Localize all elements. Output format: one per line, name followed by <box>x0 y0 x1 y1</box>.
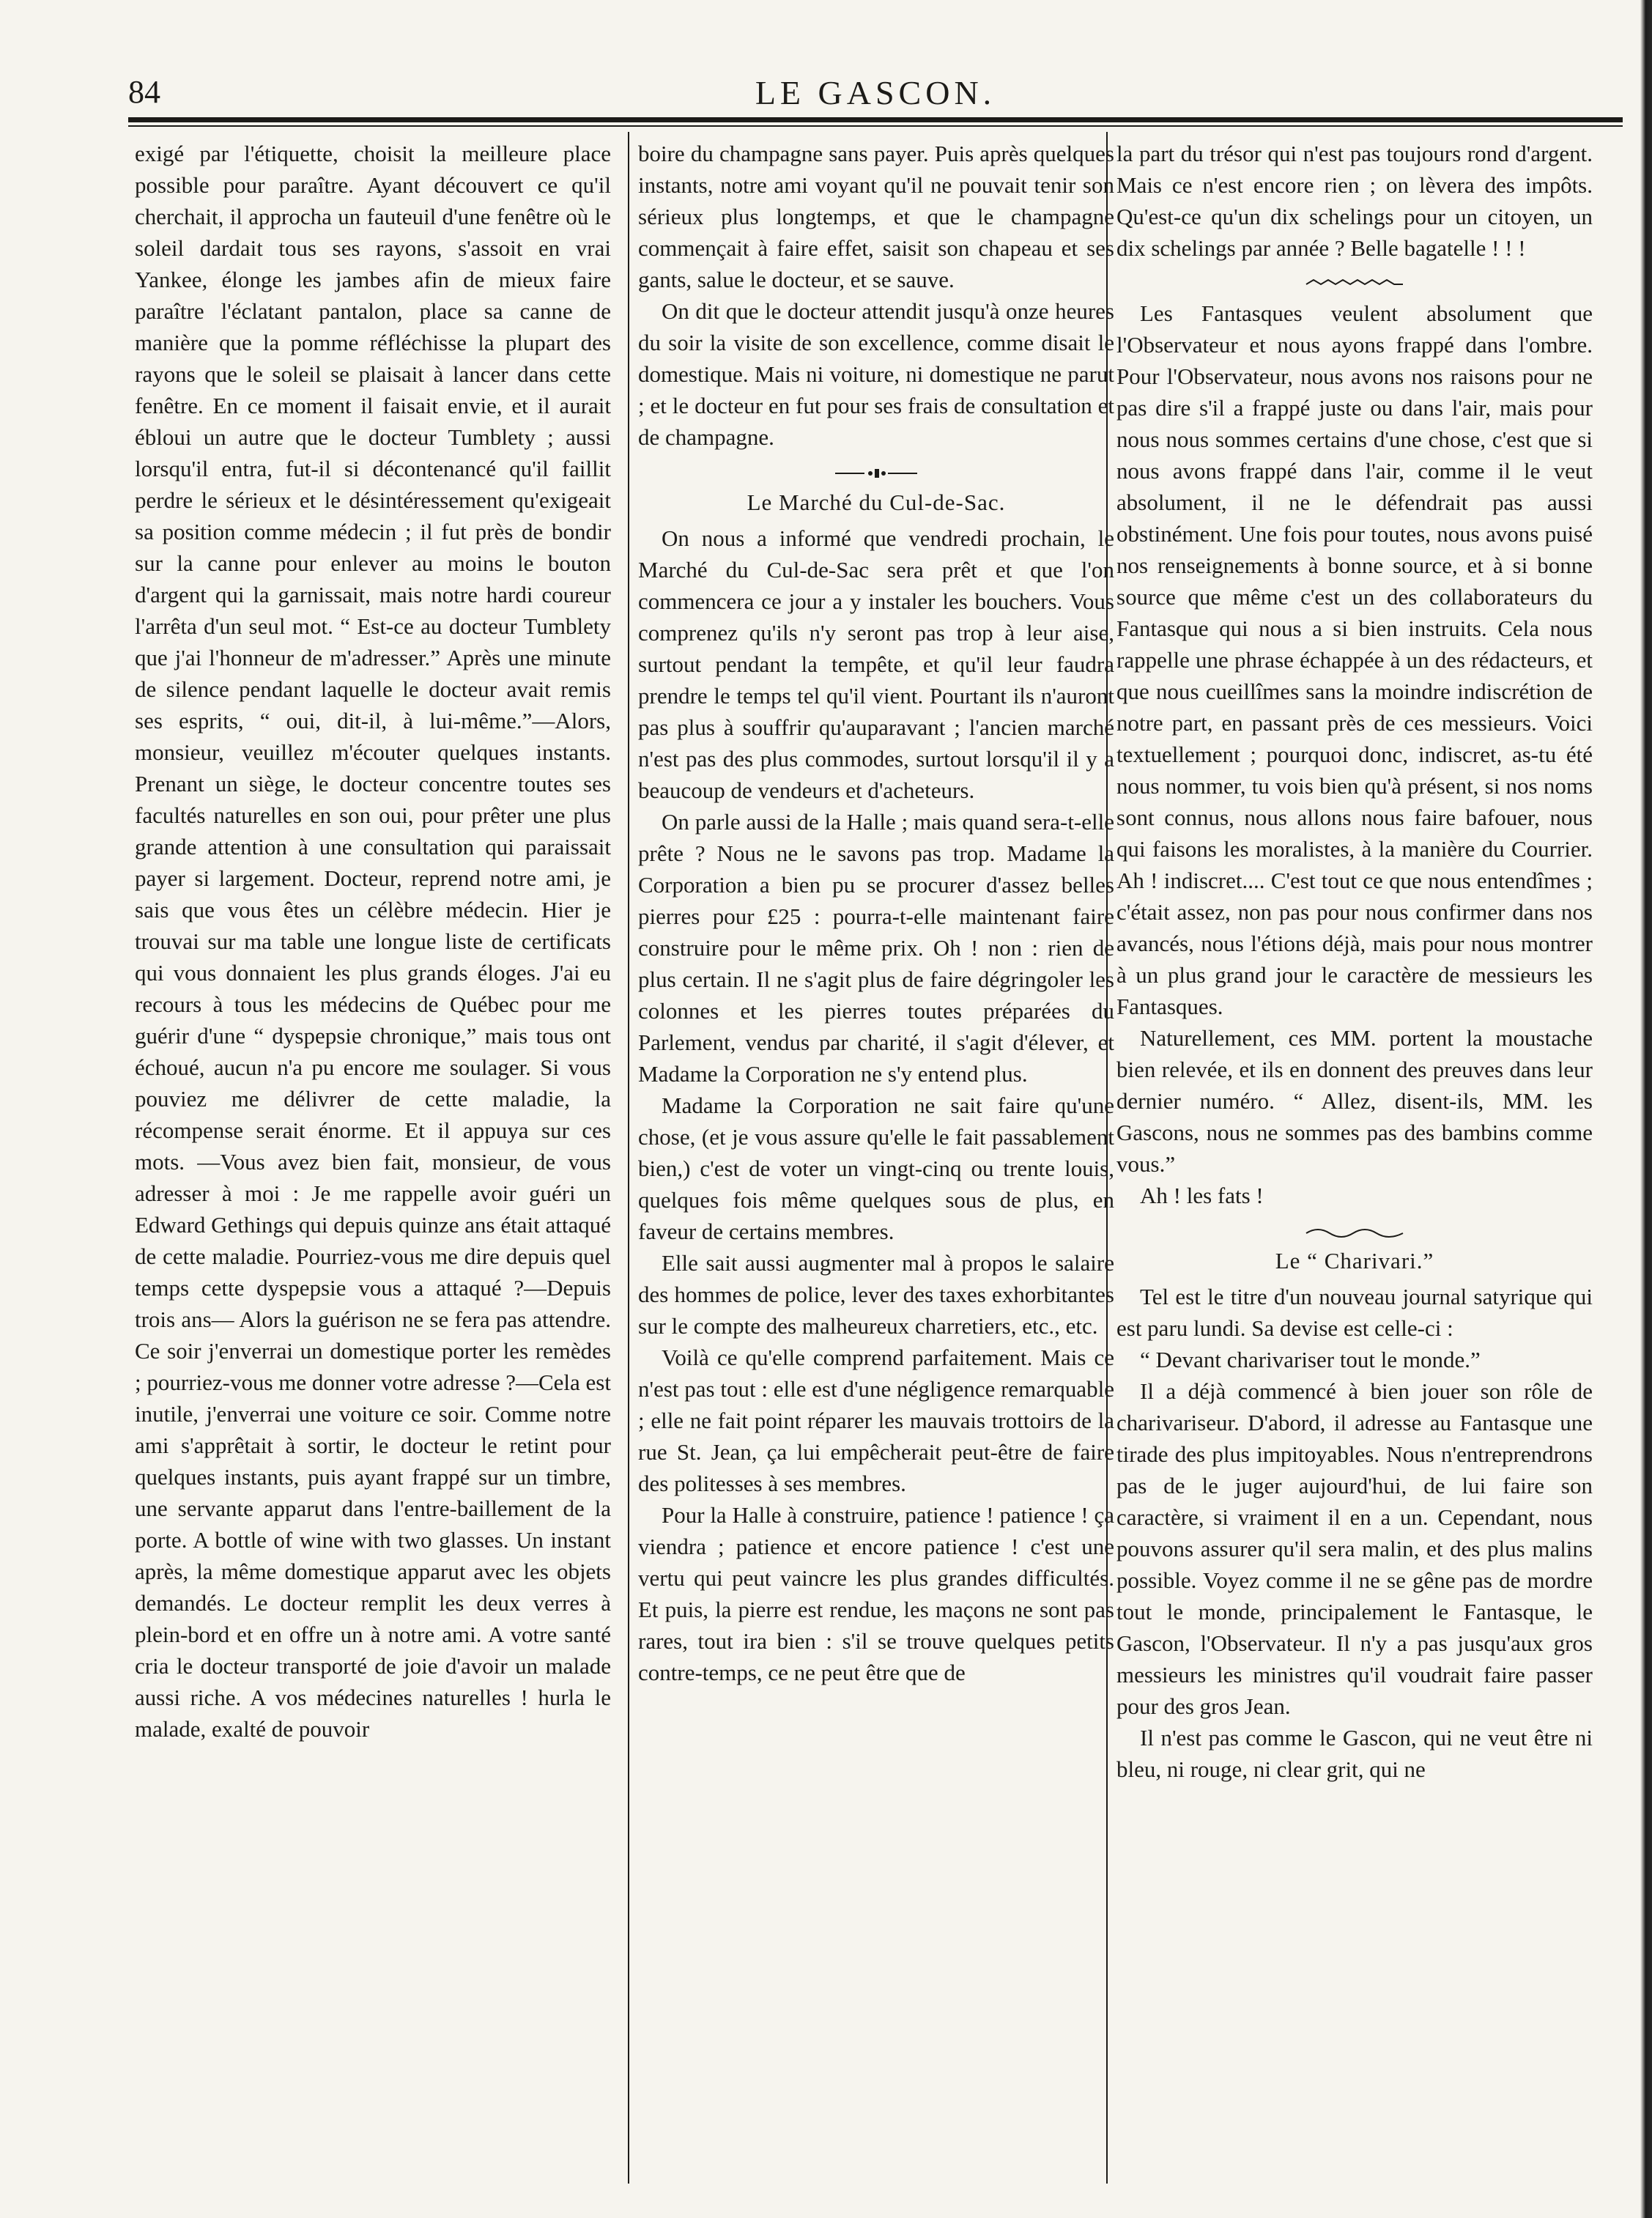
page-header <box>128 67 1623 111</box>
page-edge-shadow <box>1640 0 1652 2218</box>
paragraph: Naturellement, ces MM. portent la moustache bien relevée, et ils en donnent des preuves dans leur dernier numéro. “ Allez, disent-ils, MM. les Gascons, nous ne sommes pas des bambins comme vous.” <box>1116 1025 1593 1177</box>
paragraph: Pour la Halle à construire, patience ! patience ! ça viendra ; patience et encore patience ! c'est une vertu qui peut vaincre les plus grandes difficultés. Et puis, la pierre est rendue, les maçons ne sont pas rares, tout ira bien : s'il se trouve quelques petits contre-temps, ce ne peut être que de <box>638 1502 1114 1685</box>
paragraph: la part du trésor qui n'est pas toujours rond d'argent. Mais ce n'est encore rien ; on lèvera des impôts. Qu'est-ce qu'un dix schelings pour un citoyen, un dix schelings par année ? Belle bagatelle ! ! ! <box>1116 141 1593 261</box>
column-3 <box>1116 138 1593 1785</box>
section-ornament <box>1116 1217 1593 1239</box>
paragraph: Elle sait aussi augmenter mal à propos le salaire des hommes de police, lever des taxes exhorbitantes sur le compte des malheureux charretiers, etc., etc. <box>638 1250 1114 1339</box>
paragraph: On dit que le docteur attendit jusqu'à onze heures du soir la visite de son excellence, comme disait le domestique. Mais ni voiture, ni domestique ne parut ; et le docteur en fut pour ses frais de consultation et de champagne. <box>638 298 1114 450</box>
paragraph: Les Fantasques veulent absolument que l'Observateur et nous ayons frappé dans l'ombre. Pour l'Observateur, nous avons nos raisons pour ne pas dire s'il a frappé juste ou dans l'air, mais pour nous nous sommes certains d'une chose, c'est que si nous avons frappé dans l'air, comme il le veut absolument, il ne le défendrait pas aussi obstinément. Une fois pour toutes, nous avons puisé nos renseignements à bonne source, et à si bonne source que même c'est un des collaborateurs du Fantasque qui nous a si bien instruits. Cela nous rappelle une phrase échappée à un des rédacteurs, et que nous cueillîmes sans la moindre indiscrétion de notre part, en passant près de ces messieurs. Voici textuellement ; pourquoi donc, indiscret, as-tu été nous nommer, tu vois bien qu'à présent, si nos noms sont connus, nous allons nous faire bafouer, nous qui faisons les moralistes, à la manière du Courrier. Ah ! indiscret.... C'est tout ce que nous entendîmes ; c'était assez, non pas pour nous confirmer dans nos avancés, nous l'étions déjà, mais pour nous montrer à un plus grand jour le caractère de messieurs les Fantasques. <box>1116 300 1593 1019</box>
paragraph: Il n'est pas comme le Gascon, qui ne veut être ni bleu, ni rouge, ni clear grit, qui ne <box>1116 1725 1593 1782</box>
paragraph: Ah ! les fats ! <box>1140 1183 1264 1208</box>
paragraph: boire du champagne sans payer. Puis après quelques instants, notre ami voyant qu'il ne pouvait tenir son sérieux plus longtemps, et que le champagne commençait à faire effet, saisit son chapeau et ses gants, salue le docteur, et se sauve. <box>638 141 1114 292</box>
paragraph: Madame la Corporation ne sait faire qu'une chose, (et je vous assure qu'elle le fait passablement bien,) c'est de voter un vingt-cinq ou trente louis, quelques fois même quelques sous de plus, en faveur de certains membres. <box>638 1093 1114 1244</box>
header-rule-thick <box>128 117 1623 122</box>
masthead-title: LE GASCON. <box>755 74 996 111</box>
header-rule-thin <box>128 125 1623 127</box>
column-2 <box>638 138 1114 1688</box>
section-heading: Le “ Charivari.” <box>1275 1248 1434 1273</box>
section-ornament <box>638 459 1114 481</box>
paragraph: Voilà ce qu'elle comprend parfaitement. Mais ce n'est pas tout : elle est d'une négligence remarquable ; elle ne fait point réparer les mauvais trottoirs de la rue St. Jean, ça lui empêcherait peut-être de faire des politesses à ses membres. <box>638 1345 1114 1496</box>
column-1 <box>135 138 611 1745</box>
section-ornament <box>1116 270 1593 292</box>
paragraph: On parle aussi de la Halle ; mais quand sera-t-elle prête ? Nous ne le savons pas trop. Madame la Corporation a bien pu se procurer d'assez belles pierres pour £25 : pourra-t-elle maintenant faire construire pour le même prix. Oh ! non : rien de plus certain. Il ne s'agit plus de faire dégringoler les colonnes et les pierres toutes préparées du Parlement, vendus par charité, il s'agit d'élever, et Madame la Corporation ne s'y entend plus. <box>638 809 1114 1087</box>
paragraph: Tel est le titre d'un nouveau journal satyrique qui est paru lundi. Sa devise est celle-ci : <box>1116 1284 1593 1341</box>
paragraph: “ Devant charivariser tout le monde.” <box>1140 1347 1481 1372</box>
paragraph: exigé par l'étiquette, choisit la meilleure place possible pour paraître. Ayant découvert ce qu'il cherchait, il approcha un fauteuil d'une fenêtre où le soleil dardait tous ses rayons, s'assoit en vrai Yankee, élonge les jambes afin de mieux faire paraître l'éclatant pantalon, place sa canne de manière que la pomme réfléchisse la plupart des rayons que le soleil se plaisait à lancer dans cette fenêtre. En ce moment il faisait envie, et il aurait ébloui un autre que le docteur Tumblety ; aussi lorsqu'il entra, fut-il si décontenancé qu'il faillit perdre le sérieux et le désintéressement qu'exigeait sa position comme médecin ; il fut près de bondir sur la canne pour enlever au moins le bouton d'argent qui la garnissait, mais notre hardi coureur l'arrêta d'un seul mot. “ Est-ce au docteur Tumblety que j'ai l'honneur de m'adresser.” Après une minute de silence pendant laquelle le docteur avait remis ses esprits, “ oui, dit-il, à lui-même.”—Alors, monsieur, veuillez m'écouter quelques instants. Prenant un siège, le docteur concentre toutes ses facultés naturelles en son oui, pour prêter une plus grande attention à une consultation qui paraissait payer si largement. Docteur, reprend notre ami, je sais que vous êtes un célèbre médecin. Hier je trouvai sur ma table une longue liste de certificats qui vous donnaient les plus grands éloges. J'ai eu recours à tous les médecins de Québec pour me guérir d'une “ dyspepsie chronique,” mais tous ont échoué, aucun n'a pu encore me soulager. Si vous pouviez me délivrer de cette maladie, la récompense serait énorme. Et il appuya sur ces mots. —Vous avez bien fait, monsieur, de vous adresser à moi : Je me rappelle avoir guéri un Edward Gethings qui depuis quinze ans était attaqué de cette maladie. Pourriez-vous me dire depuis quel temps cette dyspepsie vous a attaqué ?—Depuis trois ans— Alors la guérison ne se fera pas attendre. Ce soir j'enverrai un domestique porter les remèdes ; pourriez-vous me donner votre adresse ?—Cela est inutile, j'enverrai une voiture ce soir. Comme notre ami s'apprêtait à sortir, le docteur le retint pour quelques instants, puis ayant frappé sur un timbre, une servante apparut dans l'entre-baillement de la porte. A bottle of wine with two glasses. Un instant après, la même domestique apparut avec les objets demandés. Le docteur remplit les deux verres à plein-bord et en offre un à notre ami. A votre santé cria le docteur transporté de joie d'avoir un malade aussi riche. A vos médecines naturelles ! hurla le malade, exalté de pouvoir <box>135 141 611 1742</box>
column-divider-1 <box>628 132 629 2184</box>
page-number: 84 <box>128 74 160 110</box>
paragraph: On nous a informé que vendredi prochain, le Marché du Cul-de-Sac sera prêt et que l'on commencera ce jour a y instaler les bouchers. Vous comprenez qu'ils n'y seront pas trop à leur aise, surtout pendant la tempête, et qu'il leur faudra prendre le temps tel qu'il vient. Pourtant ils n'auront pas plus à souffrir qu'auparavant ; l'ancien marché n'est pas des plus commodes, surtout lorsqu'il il y a beaucoup de vendeurs et d'acheteurs. <box>638 525 1114 803</box>
paragraph: Il a déjà commencé à bien jouer son rôle de charivariseur. D'abord, il adresse au Fantasque une tirade des plus impitoyables. Nous n'entreprendrons pas de le juger aujourd'hui, de lui faire son caractère, si vraiment il en a un. Cependant, nous pouvons assurer qu'il sera malin, et des plus malins possible. Voyez comme il ne se gêne pas de mordre tout le monde, principalement le Fantasque, le Gascon, l'Observateur. Il n'y a pas jusqu'aux gros messieurs les ministres qu'il voudrait faire passer pour des gros Jean. <box>1116 1378 1593 1719</box>
section-heading: Le Marché du Cul-de-Sac. <box>747 489 1006 515</box>
